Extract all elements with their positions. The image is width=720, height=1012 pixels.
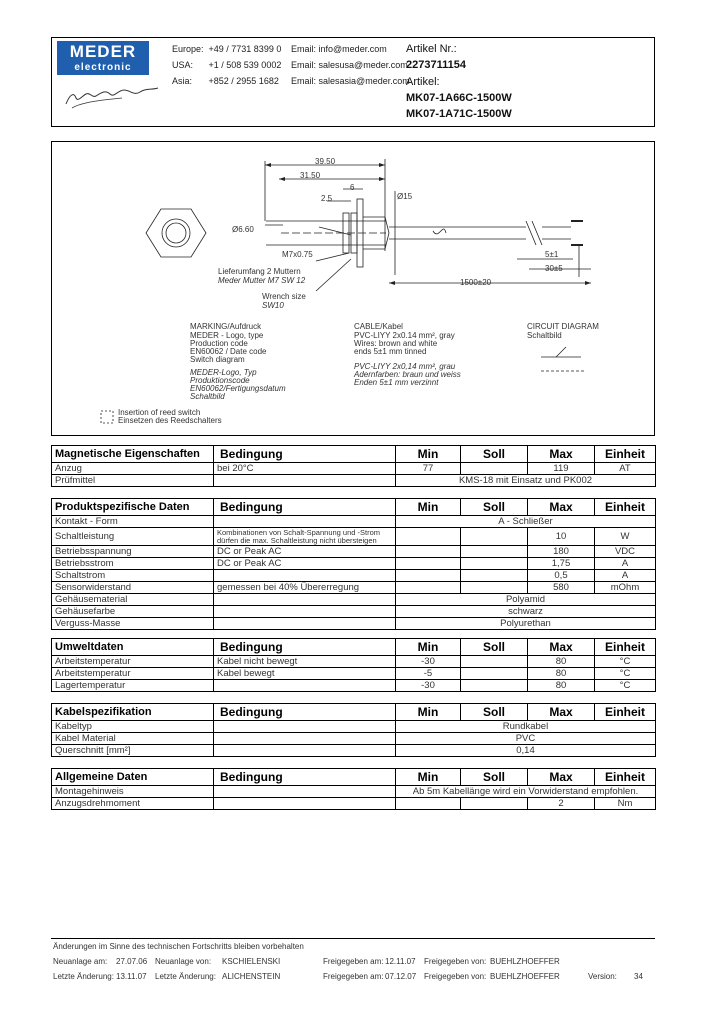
parameter-name: Anzug xyxy=(52,463,214,475)
note-line: Insertion of reed switch xyxy=(118,408,201,417)
min-value: 77 xyxy=(396,463,461,475)
merged-value: Ab 5m Kabellänge wird ein Vorwiderstand empfohlen. xyxy=(396,786,656,798)
released-by-label: Freigegeben von: xyxy=(424,957,487,966)
column-header: Einheit xyxy=(595,769,656,786)
cable-line-de: Enden 5±1 mm verzinnt xyxy=(354,378,439,387)
soll-value xyxy=(461,570,528,582)
contact-email: Email: salesasia@meder.com xyxy=(291,76,410,86)
parameter-name: Querschnitt [mm²] xyxy=(52,745,214,757)
meder-logo xyxy=(57,41,149,75)
column-header: Einheit xyxy=(595,704,656,721)
cable-line: PVC-LIYY 2x0.14 mm², gray xyxy=(354,331,455,340)
column-header: Min xyxy=(396,639,461,656)
merged-value: Polyamid xyxy=(396,594,656,606)
logo-subtext: electronic xyxy=(74,62,132,73)
parameter-name: Lagertemperatur xyxy=(52,680,214,692)
soll-value xyxy=(461,668,528,680)
contact-europe xyxy=(172,44,387,54)
contact-usa xyxy=(172,60,408,70)
column-header: Min xyxy=(396,446,461,463)
condition-cell: Kabel bewegt xyxy=(214,668,396,680)
logo-text: MEDER xyxy=(69,42,137,61)
condition-cell: Kabel nicht bewegt xyxy=(214,656,396,668)
cable-title: CABLE/Kabel xyxy=(354,322,403,331)
parameter-name: Gehäusematerial xyxy=(52,594,214,606)
dim-6: 6 xyxy=(350,183,355,192)
contact-region: USA: xyxy=(172,60,194,70)
max-value: 80 xyxy=(528,680,595,692)
column-header: Max xyxy=(528,639,595,656)
marking-line: Switch diagram xyxy=(190,355,245,364)
column-header: Min xyxy=(396,769,461,786)
nut-value: Meder Mutter M7 SW 12 xyxy=(218,276,306,285)
soll-value xyxy=(461,546,528,558)
min-value: -30 xyxy=(396,656,461,668)
table-produktspezifische-daten xyxy=(51,498,656,630)
column-header: Bedingung xyxy=(214,704,396,721)
merged-value: KMS-18 mit Einsatz und PK002 xyxy=(396,475,656,487)
dim-d6-60: Ø6.60 xyxy=(232,225,254,234)
artikel-nr-label: Artikel Nr.: xyxy=(406,43,457,55)
released2-on-value: 07.12.07 xyxy=(385,972,417,981)
wrench-label: Wrench size xyxy=(262,292,306,301)
created-by-value: KSCHIELENSKI xyxy=(222,957,281,966)
artikel-value-1: MK07-1A66C-1500W xyxy=(406,92,512,104)
artikel-label: Artikel: xyxy=(406,76,440,88)
released-on-label: Freigegeben am: xyxy=(323,957,384,966)
column-header: Max xyxy=(528,769,595,786)
parameter-name: Montagehinweis xyxy=(52,786,214,798)
table-row xyxy=(52,721,656,733)
column-header: Bedingung xyxy=(214,769,396,786)
marking-line: MEDER - Logo, type xyxy=(190,331,264,340)
soll-value xyxy=(461,558,528,570)
created-by-label: Neuanlage von: xyxy=(155,957,212,966)
table-row xyxy=(52,570,656,582)
artikel-nr-value: 2273711154 xyxy=(406,59,466,71)
condition-cell xyxy=(214,516,396,528)
table-row xyxy=(52,798,656,810)
condition-cell: DC or Peak AC xyxy=(214,558,396,570)
changed-on-label: Letzte Änderung: xyxy=(53,972,114,981)
contact-phone: +1 / 508 539 0002 xyxy=(208,60,282,70)
parameter-name: Schaltstrom xyxy=(52,570,214,582)
table-row xyxy=(52,463,656,475)
contact-phone: +49 / 7731 8399 0 xyxy=(208,44,282,54)
column-header: Bedingung xyxy=(214,499,396,516)
contact-asia xyxy=(172,76,410,86)
unit-value: mOhm xyxy=(595,582,656,594)
marking-line-de: Produktionscode xyxy=(190,376,250,385)
table-row xyxy=(52,582,656,594)
min-value: -5 xyxy=(396,668,461,680)
table-row xyxy=(52,745,656,757)
released2-by-value: BUEHLZHOEFFER xyxy=(490,972,560,981)
contact-email: Email: salesusa@meder.com xyxy=(291,60,408,70)
merged-value: PVC xyxy=(396,733,656,745)
condition-cell: DC or Peak AC xyxy=(214,546,396,558)
table-header-row xyxy=(52,499,656,516)
parameter-name: Schaltleistung xyxy=(52,528,214,546)
column-header: Min xyxy=(396,499,461,516)
soll-value xyxy=(461,582,528,594)
parameter-name: Arbeitstemperatur xyxy=(52,668,214,680)
column-header: Einheit xyxy=(595,499,656,516)
table-header-row xyxy=(52,446,656,463)
section-title: Allgemeine Daten xyxy=(52,769,214,786)
footer-note: Änderungen im Sinne des technischen Fortschritts bleiben vorbehalten xyxy=(53,942,304,951)
parameter-name: Anzugsdrehmoment xyxy=(52,798,214,810)
dim-30: 30±5 xyxy=(545,264,563,273)
condition-cell xyxy=(214,594,396,606)
soll-value xyxy=(461,656,528,668)
condition-cell xyxy=(214,475,396,487)
marking-line-de: MEDER-Logo, Typ xyxy=(190,368,257,377)
min-value xyxy=(396,570,461,582)
condition-cell: bei 20°C xyxy=(214,463,396,475)
min-value xyxy=(396,798,461,810)
merged-value: schwarz xyxy=(396,606,656,618)
condition-cell xyxy=(214,786,396,798)
column-header: Bedingung xyxy=(214,639,396,656)
dim-m7: M7x0.75 xyxy=(282,250,313,259)
parameter-name: Gehäusefarbe xyxy=(52,606,214,618)
min-value xyxy=(396,546,461,558)
column-header: Max xyxy=(528,446,595,463)
soll-value xyxy=(461,528,528,546)
merged-value: 0,14 xyxy=(396,745,656,757)
unit-value: Nm xyxy=(595,798,656,810)
section-title: Kabelspezifikation xyxy=(52,704,214,721)
artikel-value-2: MK07-1A71C-1500W xyxy=(406,108,512,120)
column-header: Soll xyxy=(461,769,528,786)
table-row xyxy=(52,558,656,570)
created-on-label: Neuanlage am: xyxy=(53,957,108,966)
marking-line: EN60062 / Date code xyxy=(190,347,267,356)
table-row xyxy=(52,475,656,487)
table-row xyxy=(52,786,656,798)
table-kabelspezifikation xyxy=(51,703,656,757)
merged-value: Polyurethan xyxy=(396,618,656,630)
unit-value: A xyxy=(595,558,656,570)
contact-phone: +852 / 2955 1682 xyxy=(208,76,279,86)
merged-value: Rundkabel xyxy=(396,721,656,733)
circuit-title: CIRCUIT DIAGRAM xyxy=(527,322,599,331)
condition-cell xyxy=(214,618,396,630)
column-header: Bedingung xyxy=(214,446,396,463)
wrench-value: SW10 xyxy=(262,301,284,310)
condition-cell: Kombinationen von Schalt-Spannung und -Strom dürfen die max. Schaltleistung nicht übersteigen xyxy=(214,528,396,546)
dim-2-5: 2.5 xyxy=(321,194,333,203)
column-header: Soll xyxy=(461,639,528,656)
column-header: Min xyxy=(396,704,461,721)
unit-value: °C xyxy=(595,680,656,692)
condition-cell: gemessen bei 40% Übererregung xyxy=(214,582,396,594)
marking-line-de: Schaltbild xyxy=(190,392,225,401)
parameter-name: Arbeitstemperatur xyxy=(52,656,214,668)
table-row xyxy=(52,680,656,692)
unit-value: °C xyxy=(595,668,656,680)
table-header-row xyxy=(52,639,656,656)
table-header-row xyxy=(52,704,656,721)
cable-line-de: Adernfarben: braun und weiss xyxy=(354,370,461,379)
changed-on-value: 13.11.07 xyxy=(116,972,147,981)
parameter-name: Betriebsspannung xyxy=(52,546,214,558)
column-header: Einheit xyxy=(595,639,656,656)
column-header: Soll xyxy=(461,704,528,721)
changed-by-value: ALICHENSTEIN xyxy=(222,972,281,981)
table-header-row xyxy=(52,769,656,786)
cable-line: ends 5±1 mm tinned xyxy=(354,347,427,356)
max-value: 2 xyxy=(528,798,595,810)
contact-region: Europe: xyxy=(172,44,204,54)
max-value: 80 xyxy=(528,668,595,680)
table-row xyxy=(52,516,656,528)
released2-by-label: Freigegeben von: xyxy=(424,972,487,981)
soll-value xyxy=(461,798,528,810)
max-value: 0,5 xyxy=(528,570,595,582)
max-value: 580 xyxy=(528,582,595,594)
condition-cell xyxy=(214,570,396,582)
soll-value xyxy=(461,463,528,475)
table-magnetische-eigenschaften xyxy=(51,445,656,487)
unit-value: AT xyxy=(595,463,656,475)
created-on-value: 27.07.06 xyxy=(116,957,148,966)
soll-value xyxy=(461,680,528,692)
table-row xyxy=(52,546,656,558)
max-value: 1,75 xyxy=(528,558,595,570)
released-by-value: BUEHLZHOEFFER xyxy=(490,957,560,966)
section-title: Umweltdaten xyxy=(52,639,214,656)
section-title: Magnetische Eigenschaften xyxy=(52,446,214,463)
table-row xyxy=(52,733,656,745)
version-label: Version: xyxy=(588,972,617,981)
section-title: Produktspezifische Daten xyxy=(52,499,214,516)
table-row xyxy=(52,606,656,618)
dim-3950: 39.50 xyxy=(315,157,336,166)
contact-region: Asia: xyxy=(172,76,193,86)
note-line: Einsetzen des Reedschalters xyxy=(118,416,222,425)
unit-value: °C xyxy=(595,656,656,668)
dim-d15: Ø15 xyxy=(397,192,413,201)
column-header: Soll xyxy=(461,446,528,463)
released2-on-label: Freigegeben am: xyxy=(323,972,384,981)
table-row xyxy=(52,668,656,680)
min-value xyxy=(396,582,461,594)
max-value: 10 xyxy=(528,528,595,546)
column-header: Einheit xyxy=(595,446,656,463)
table-row xyxy=(52,618,656,630)
column-header: Max xyxy=(528,499,595,516)
parameter-name: Sensorwiderstand xyxy=(52,582,214,594)
cable-line-de: PVC-LIYY 2x0,14 mm², grau xyxy=(354,362,456,371)
column-header: Max xyxy=(528,704,595,721)
min-value: -30 xyxy=(396,680,461,692)
table-row xyxy=(52,528,656,546)
nut-label: Lieferumfang 2 Muttern xyxy=(218,267,301,276)
parameter-name: Betriebsstrom xyxy=(52,558,214,570)
column-header: Soll xyxy=(461,499,528,516)
unit-value: W xyxy=(595,528,656,546)
parameter-name: Prüfmittel xyxy=(52,475,214,487)
table-allgemeine-daten xyxy=(51,768,656,810)
changed-by-label: Letzte Änderung: xyxy=(155,972,216,981)
unit-value: VDC xyxy=(595,546,656,558)
table-row xyxy=(52,594,656,606)
table-umweltdaten xyxy=(51,638,656,692)
marking-line: Production code xyxy=(190,339,248,348)
cable-line: Wires: brown and white xyxy=(354,339,438,348)
parameter-name: Verguss-Masse xyxy=(52,618,214,630)
min-value xyxy=(396,558,461,570)
condition-cell xyxy=(214,733,396,745)
circuit-subtitle: Schaltbild xyxy=(527,331,562,340)
unit-value: A xyxy=(595,570,656,582)
footer-rule xyxy=(51,938,655,939)
condition-cell xyxy=(214,606,396,618)
released-on-value: 12.11.07 xyxy=(385,957,416,966)
condition-cell xyxy=(214,721,396,733)
max-value: 80 xyxy=(528,656,595,668)
slogan-signature xyxy=(62,78,162,112)
marking-title: MARKING/Aufdruck xyxy=(190,322,262,331)
merged-value: A - Schließer xyxy=(396,516,656,528)
max-value: 180 xyxy=(528,546,595,558)
max-value: 119 xyxy=(528,463,595,475)
condition-cell xyxy=(214,745,396,757)
condition-cell xyxy=(214,680,396,692)
dim-1500: 1500±20 xyxy=(460,278,492,287)
min-value xyxy=(396,528,461,546)
contact-email: Email: info@meder.com xyxy=(291,44,387,54)
condition-cell xyxy=(214,798,396,810)
marking-line-de: EN60062/Fertigungsdatum xyxy=(190,384,286,393)
parameter-name: Kontakt - Form xyxy=(52,516,214,528)
table-row xyxy=(52,656,656,668)
version-value: 34 xyxy=(634,972,643,981)
parameter-name: Kabeltyp xyxy=(52,721,214,733)
parameter-name: Kabel Material xyxy=(52,733,214,745)
dim-3150: 31.50 xyxy=(300,171,321,180)
dim-5: 5±1 xyxy=(545,250,559,259)
